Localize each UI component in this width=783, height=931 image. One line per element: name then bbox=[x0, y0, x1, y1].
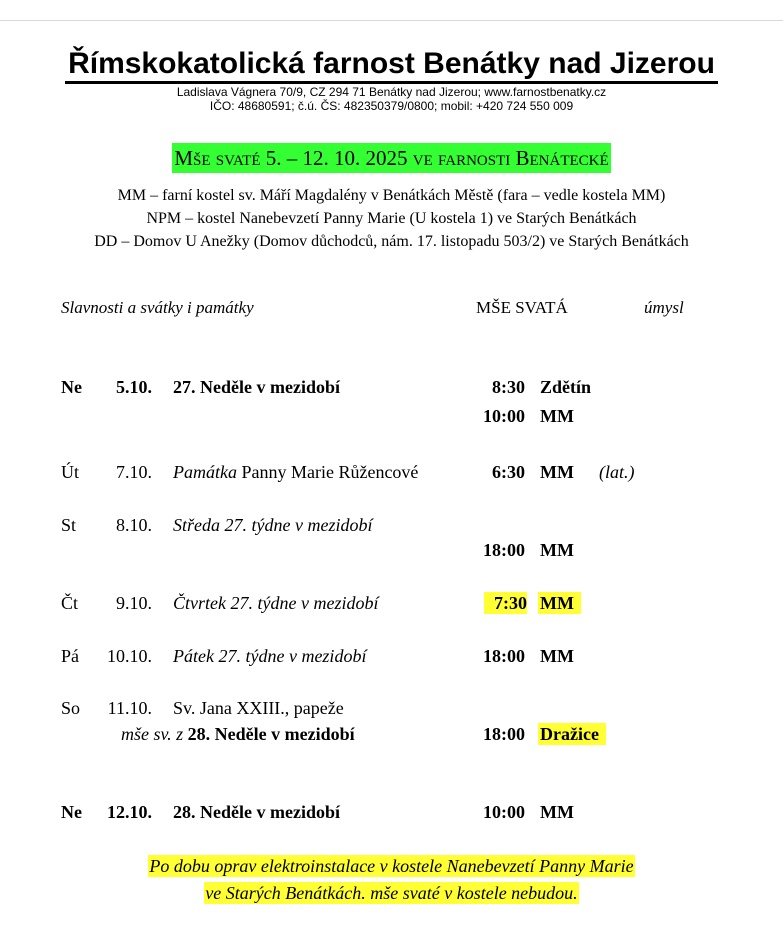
row-feast: 28. Neděle v mezidobí bbox=[173, 802, 340, 822]
row-feast-sub bbox=[121, 723, 355, 745]
row-place: MM bbox=[538, 592, 581, 614]
row-place: MM bbox=[540, 802, 574, 822]
schedule-banner bbox=[0, 143, 783, 173]
feast-name: Panny Marie Růžencové bbox=[241, 462, 419, 482]
row-place: Zdětín bbox=[540, 377, 592, 397]
parish-address: Ladislava Vágnera 70/9, CZ 294 71 Benátky nad Jizerou; www.farnostbenatky.cz bbox=[176, 85, 607, 99]
row-time: 8:30 bbox=[492, 377, 525, 397]
feast-sub-prefix: mše sv. z bbox=[121, 724, 184, 744]
column-intention: úmysl bbox=[644, 298, 684, 317]
row-date: 5.10. bbox=[116, 377, 152, 397]
row-feast: Středa 27. týdne v mezidobí bbox=[173, 515, 373, 535]
notice bbox=[0, 855, 783, 877]
row-date: 9.10. bbox=[116, 593, 152, 613]
row-feast: 27. Neděle v mezidobí bbox=[173, 377, 340, 397]
parish-ids: IČO: 48680591; č.ú. ČS: 482350379/0800; mobil: +420 724 550 009 bbox=[209, 99, 574, 113]
row-feast: Pátek 27. týdne v mezidobí bbox=[173, 646, 367, 666]
row-place: Dražice bbox=[538, 723, 606, 745]
row-time: 6:30 bbox=[492, 462, 525, 482]
row-day: Ne bbox=[61, 802, 82, 822]
row-day: Čt bbox=[61, 593, 79, 613]
feast-sub-name: 28. Neděle v mezidobí bbox=[187, 724, 355, 744]
row-time: 7:30 bbox=[484, 592, 527, 614]
row-feast: Čtvrtek 27. týdne v mezidobí bbox=[173, 593, 379, 613]
notice-2 bbox=[0, 882, 783, 904]
row-note: (lat.) bbox=[599, 462, 635, 482]
row-date: 11.10. bbox=[107, 698, 152, 718]
row-feast: Sv. Jana XXIII., papeže bbox=[173, 698, 344, 718]
row-date: 12.10. bbox=[107, 802, 152, 822]
row-day: St bbox=[61, 515, 77, 535]
column-mass: MŠE SVATÁ bbox=[476, 298, 568, 317]
location-dd: DD – Domov U Anežky (Domov důchodců, nám. 17. listopadu 503/2) ve Starých Benátkách bbox=[94, 233, 689, 250]
row-time: 18:00 bbox=[483, 540, 525, 560]
row-place: MM bbox=[540, 462, 574, 482]
row-feast bbox=[173, 461, 418, 483]
row-time: 10:00 bbox=[483, 406, 525, 426]
row-place: MM bbox=[540, 406, 574, 426]
row-day: Ne bbox=[61, 377, 82, 397]
row-date: 7.10. bbox=[116, 462, 152, 482]
row-place: MM bbox=[540, 540, 574, 560]
row-place: MM bbox=[540, 646, 574, 666]
row-date: 10.10. bbox=[107, 646, 152, 666]
parish-title: Římskokatolická farnost Benátky nad Jizerou bbox=[0, 46, 783, 82]
row-day: Út bbox=[61, 462, 79, 482]
notice-line-1: Po dobu oprav elektroinstalace v kostele Nanebevzetí Panny Marie bbox=[149, 856, 634, 876]
row-time: 18:00 bbox=[483, 646, 525, 666]
banner-text: Mše svaté 5. – 12. 10. 2025 ve farnosti Benátecké bbox=[172, 143, 610, 173]
column-feasts: Slavnosti a svátky i památky bbox=[61, 298, 254, 317]
row-time: 10:00 bbox=[483, 802, 525, 822]
row-day: Pá bbox=[61, 646, 79, 666]
location-mm: MM – farní kostel sv. Máří Magdalény v Benátkách Městě (fara – vedle kostela MM) bbox=[117, 187, 666, 204]
row-date: 8.10. bbox=[116, 515, 152, 535]
feast-rank: Památka bbox=[173, 462, 237, 482]
row-time: 18:00 bbox=[483, 724, 525, 744]
row-day: So bbox=[61, 698, 81, 718]
top-divider bbox=[0, 20, 783, 21]
notice-line-2: ve Starých Benátkách. mše svaté v kostele nebudou. bbox=[205, 883, 578, 903]
location-npm: NPM – kostel Nanebevzetí Panny Marie (U kostela 1) ve Starých Benátkách bbox=[146, 210, 637, 227]
